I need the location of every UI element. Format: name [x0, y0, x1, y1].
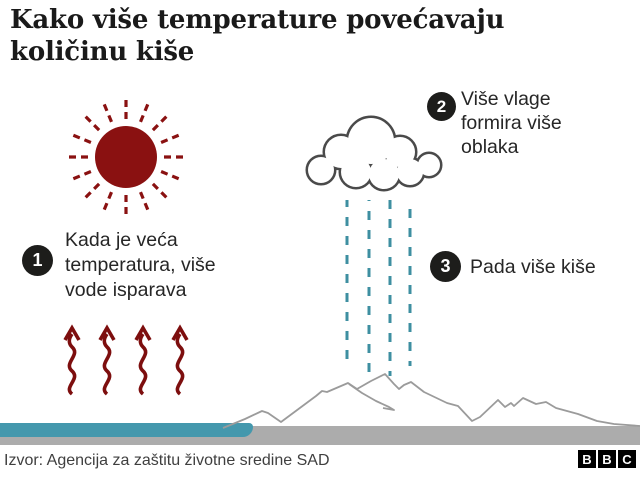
bbc-logo-block-3: C [618, 450, 636, 468]
sun-icon [61, 92, 191, 222]
step-2-badge: 2 [427, 92, 456, 121]
bbc-logo [578, 450, 636, 468]
page-title: Kako više temperature povećavaju količinu kiše [10, 5, 505, 67]
step-3-badge: 3 [430, 251, 461, 282]
step-2-label: Više vlage formira više oblaka [461, 88, 562, 158]
cloud-icon [298, 114, 450, 200]
bbc-logo-block-1: B [578, 450, 596, 468]
rain-dashes-icon [340, 200, 420, 380]
step-1-badge: 1 [22, 245, 53, 276]
mountains-icon [190, 368, 640, 432]
evaporation-arrows-icon [61, 324, 193, 400]
sun-core [95, 126, 157, 188]
bbc-logo-block-2: B [598, 450, 616, 468]
step-3-label: Pada više kiše [470, 256, 596, 278]
source-label: Izvor: Agencija za zaštitu životne sredine SAD [4, 452, 330, 469]
step-1-label: Kada je veća temperatura, više vode isparava [65, 229, 216, 301]
